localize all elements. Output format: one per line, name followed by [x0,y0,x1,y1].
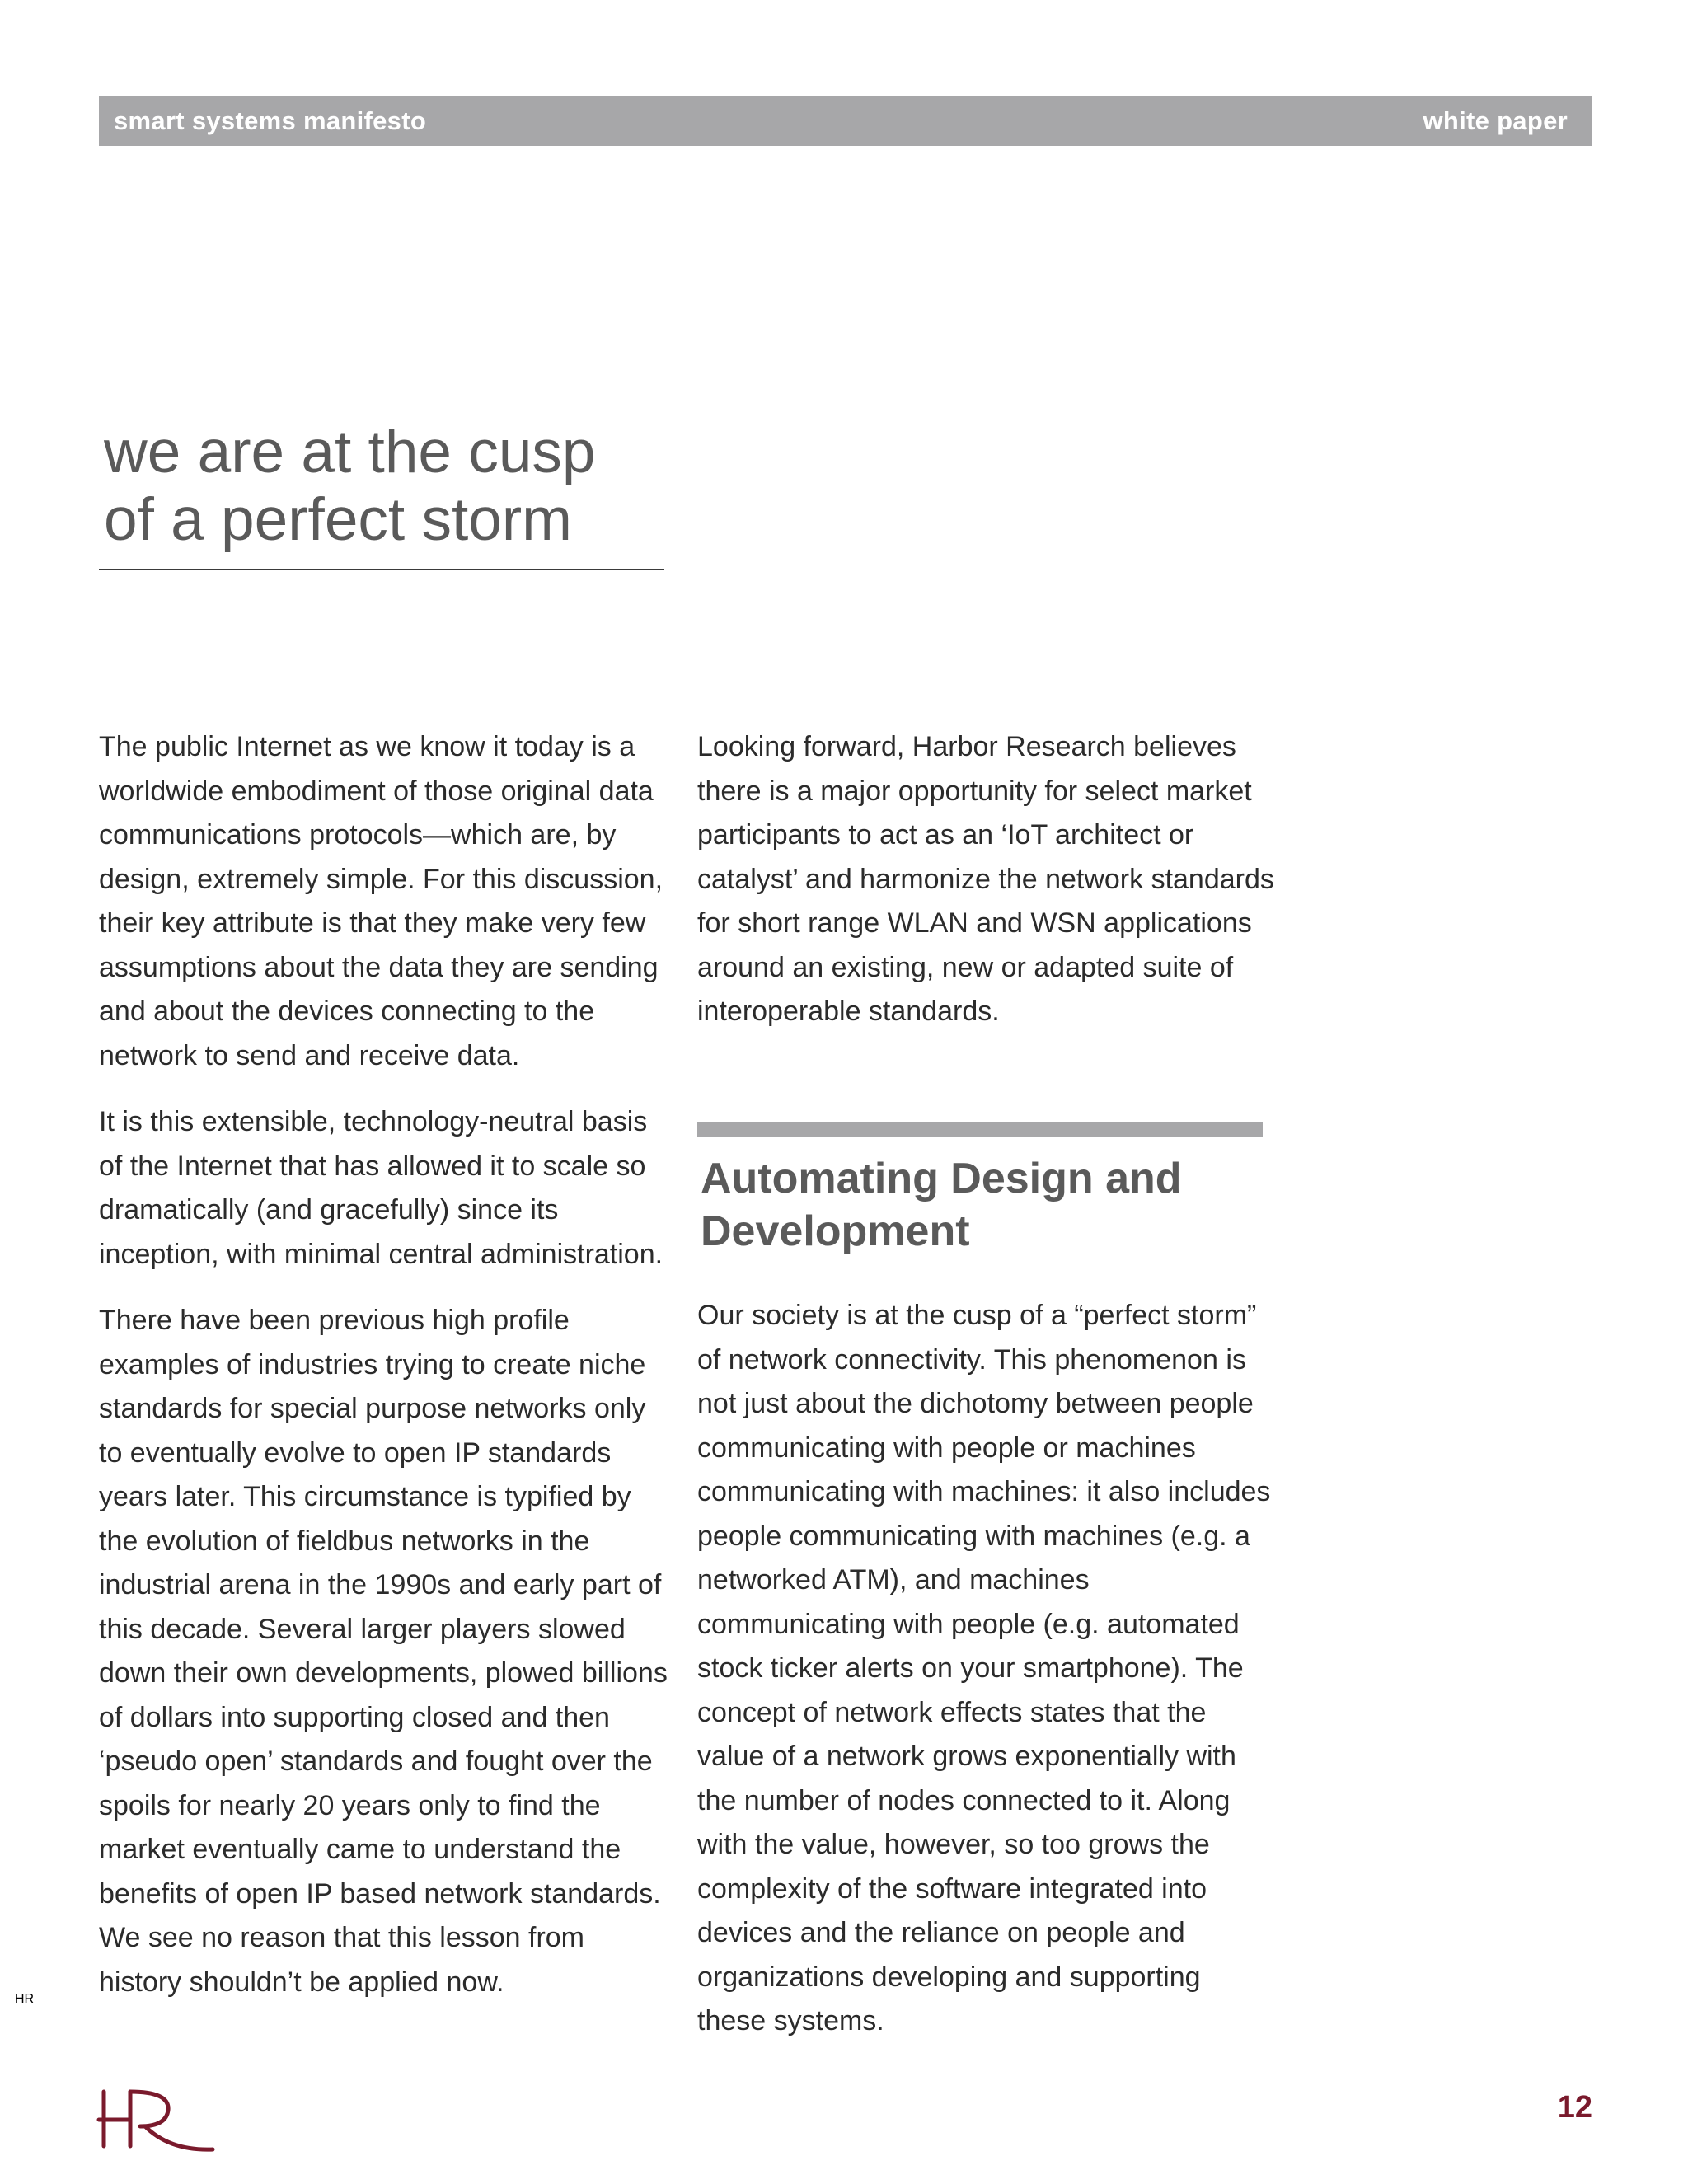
right-column-body [697,1294,1274,2044]
logo-text: HR [15,1992,35,2006]
paragraph-fieldbus-history: There have been previous high profile examples of industries trying to create niche standards for special purpose networks only to eventually evolve to open IP standards years later. This circumstance is typified by the evolution of fieldbus networks in the industrial arena in the 1990s and early part of this decade. Several larger players slowed down their own developments, plowed billions of dollars into supporting closed and then ‘pseudo open’ standards and fought over the spoils for nearly 20 years only to find the market eventually came to understand the benefits of open IP based network standards. We see no reason that this lesson from history shouldn’t be applied now. [99,1305,668,1998]
harbor-research-logo [15,1992,221,2159]
page-title-line-2: of a perfect storm [104,486,572,553]
left-column [99,725,668,2004]
page-number: 12 [1557,2090,1592,2125]
paragraph-harbor-research: Looking forward, Harbor Research believes there is a major opportunity for select market participants to act as an ‘IoT architect or catalyst’ and harmonize the network standards for short range WLAN and WSN applications around an existing, new or adapted suite of interoperable standards. [697,731,1274,1027]
page-title-line-1: we are at the cusp [104,419,596,485]
right-column-intro [697,725,1274,1034]
section-heading: Automating Design and Development [701,1155,1182,1255]
page-title [104,419,664,554]
hr-logo-icon [15,1992,221,2159]
header-doc-type-label: white paper [1423,106,1568,135]
paragraph-internet-protocols: The public Internet as we know it today is a worldwide embodiment of those original data communications protocols—which are, by design, extremely simple. For this discussion, their key attribute is that they make very few assumptions about the data they are sending and about the devices connecting to the network to send and receive data. [99,731,663,1071]
header-bar [99,96,1592,146]
header-document-label: smart systems manifesto [114,106,427,135]
paragraph-technology-neutral: It is this extensible, technology-neutral basis of the Internet that has allowed it to scale so dramatically (and gracefully) since its inception, with minimal central administration. [99,1106,663,1270]
paragraph-perfect-storm: Our society is at the cusp of a “perfect storm” of network connectivity. This phenomenon is not just about the dichotomy between people communicating with people or machines communicating with machines: it also includes people communicating with machines (e.g. a networked ATM), and machines communicating with people (e.g. automated stock ticker alerts on your smartphone). The concept of network effects states that the value of a network grows exponentially with the number of nodes connected to it. Along with the value, however, so too grows the complexity of the software integrated into devices and the reliance on people and organizations developing and supporting these systems. [697,1300,1271,2036]
title-divider [99,569,664,570]
section-divider-bar [697,1122,1263,1137]
